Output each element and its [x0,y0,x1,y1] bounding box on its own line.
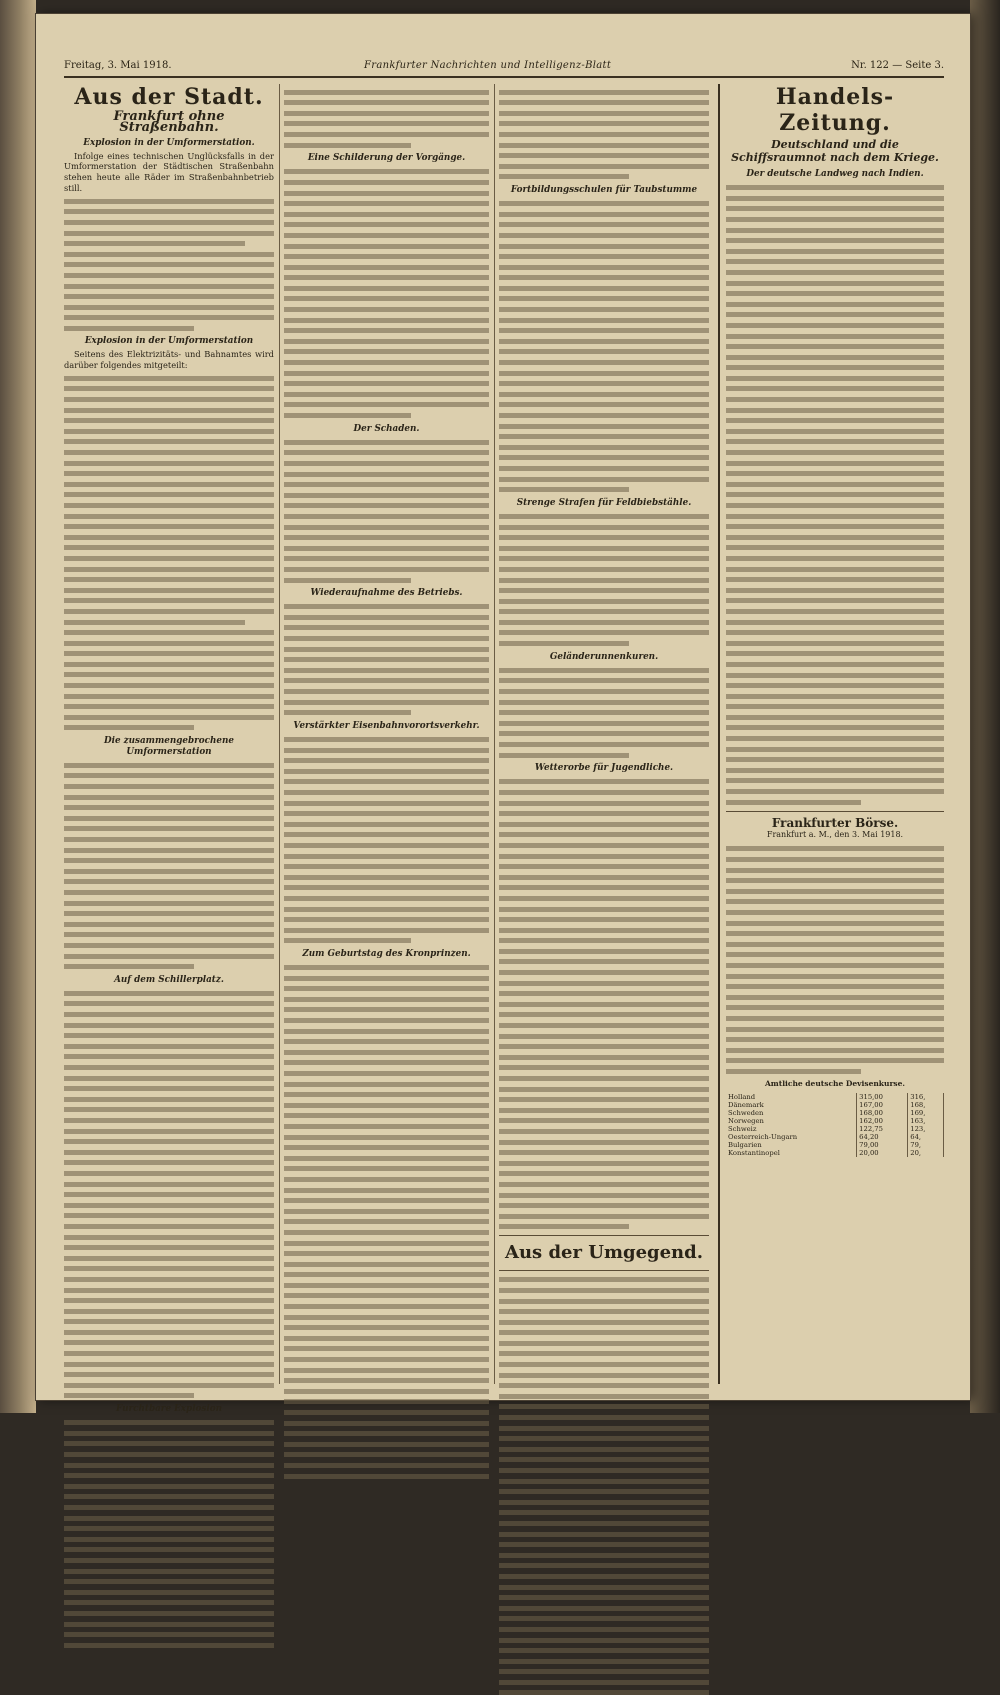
subhead-eisenbahn: Verstärkter Eisenbahnvorortsverkehr. [293,720,480,731]
devisen-row [726,1149,944,1157]
newspaper-page [36,14,970,1415]
subhead-umformerstation: Die zusammengebrochene Umformerstation [103,736,235,757]
devisen-cell-land: Holland [726,1093,857,1101]
column-stadt [64,84,274,1415]
column-divider [494,84,495,1384]
devisen-cell-b: 20, [908,1149,944,1157]
devisen-row [726,1117,944,1125]
article-text-block [284,604,489,715]
header-issue: Nr. 122 — Seite 3. [851,60,944,71]
devisen-row [726,1125,944,1133]
column-divider-thick [718,84,720,1384]
subhead-furchtbare-explosion: Furchtbare Explosion [116,1404,222,1415]
devisen-cell-b: 316, [908,1093,944,1101]
section-title-boerse: Frankfurter Börse. [771,815,899,830]
subhead-taubstumme: Fortbildungsschulen für Taubstumme [510,184,698,195]
header-paper-name: Frankfurter Nachrichten und Intelligenz-Blatt [364,60,612,71]
article-text-block [499,90,709,180]
section-rule [499,1235,709,1236]
devisen-cell-land: Schweiz [726,1125,857,1133]
article-text-block [284,440,489,583]
devisen-cell-b: 169, [908,1109,944,1117]
article-text-block [284,965,489,1479]
article-text-block [64,376,274,731]
section-rule [726,811,944,812]
devisen-cell-b: 168, [908,1101,944,1109]
devisen-cell-b: 123, [908,1125,944,1133]
devisen-title: Amtliche deutsche Devisenkurse. [764,1079,905,1089]
devisen-cell-a: 167,00 [857,1101,908,1109]
subhead-explosion: Explosion in der Umformerstation. [83,138,255,149]
article-station-text: Seitens des Elektrizitäts- und Bahnamtes wird darüber folgendes mitgeteilt: [64,349,274,370]
article-text-block [499,1277,709,1695]
article-text-block [726,846,944,1073]
article-text-block [499,668,709,758]
book-spine [0,0,36,1413]
article-text-block [499,201,709,492]
column-vorgaenge [284,84,489,1384]
article-text-block [499,779,709,1229]
article-intro: Infolge eines technischen Unglücksfalls in der Umformerstation der Städtischen Straßenbahn stehen heute alle Räder im Straßenbahnbetrieb still. [64,150,274,193]
article-text-block [284,169,489,418]
column-notizen [499,84,709,1384]
devisen-row [726,1101,944,1109]
column-handels-zeitung [726,84,944,1384]
devisen-row [726,1141,944,1149]
subhead-schilderung: Eine Schilderung der Vorgänge. [307,153,466,164]
subhead-gelaenderunnen: Geländerunnenkuren. [549,651,659,662]
section-title-handels-zeitung: Handels-Zeitung. [775,84,895,136]
subhead-landweg-indien: Der deutsche Landweg nach Indien. [746,169,924,179]
devisen-table [726,1093,944,1157]
devisen-row [726,1133,944,1141]
devisen-cell-b: 64, [908,1133,944,1141]
headline-strassenbahn: Frankfurt ohne Straßenbahn. [113,109,225,135]
subhead-schillerplatz: Auf dem Schillerplatz. [114,974,224,985]
subhead-wiederaufnahme: Wiederaufnahme des Betriebs. [310,588,463,599]
devisen-cell-land: Schweden [726,1109,857,1117]
devisen-cell-a: 315,00 [857,1093,908,1101]
article-text-block [64,991,274,1399]
article-text-block [284,90,489,148]
boerse-date: Frankfurt a. M., den 3. Mai 1918. [766,830,904,840]
page-edge-shadow [970,0,1000,1413]
subhead-schaden: Der Schaden. [353,423,420,434]
headline-schiffsraumnot: Deutschland und die Schiffsraumnot nach dem Kriege. [731,138,939,164]
devisen-cell-land: Bulgarien [726,1141,857,1149]
article-text-block [499,514,709,646]
article-text-block [284,737,489,943]
devisen-cell-land: Konstantinopel [726,1149,857,1157]
header-date: Freitag, 3. Mai 1918. [64,60,172,71]
devisen-cell-land: Dänemark [726,1101,857,1109]
subhead-station: Explosion in der Umformerstation [84,336,254,347]
section-rule [499,1270,709,1271]
column-divider [279,84,280,1384]
devisen-cell-a: 122,75 [857,1125,908,1133]
devisen-cell-a: 162,00 [857,1117,908,1125]
devisen-cell-a: 168,00 [857,1109,908,1117]
article-text-block [64,199,274,331]
devisen-cell-a: 20,00 [857,1149,908,1157]
devisen-row [726,1093,944,1101]
subhead-jugendliche: Wetterorbe für Jugendliche. [534,763,674,774]
devisen-row [726,1109,944,1117]
page-header [64,58,944,76]
section-title-stadt: Aus der Stadt. [74,84,264,110]
subhead-feldbiebstaehle: Strenge Strafen für Feldbiebstähle. [516,497,692,508]
article-text-block [64,1420,274,1647]
devisen-cell-a: 64,20 [857,1133,908,1141]
subhead-kronprinz: Zum Geburtstag des Kronprinzen. [302,948,471,959]
article-text-block [64,763,274,969]
devisen-cell-land: Norwegen [726,1117,857,1125]
devisen-cell-b: 79, [908,1141,944,1149]
devisen-cell-land: Oesterreich-Ungarn [726,1133,857,1141]
section-title-umgegend: Aus der Umgegend. [505,1242,703,1264]
article-text-block [726,185,944,804]
header-rule [64,76,944,78]
devisen-cell-b: 163, [908,1117,944,1125]
devisen-cell-a: 79,00 [857,1141,908,1149]
